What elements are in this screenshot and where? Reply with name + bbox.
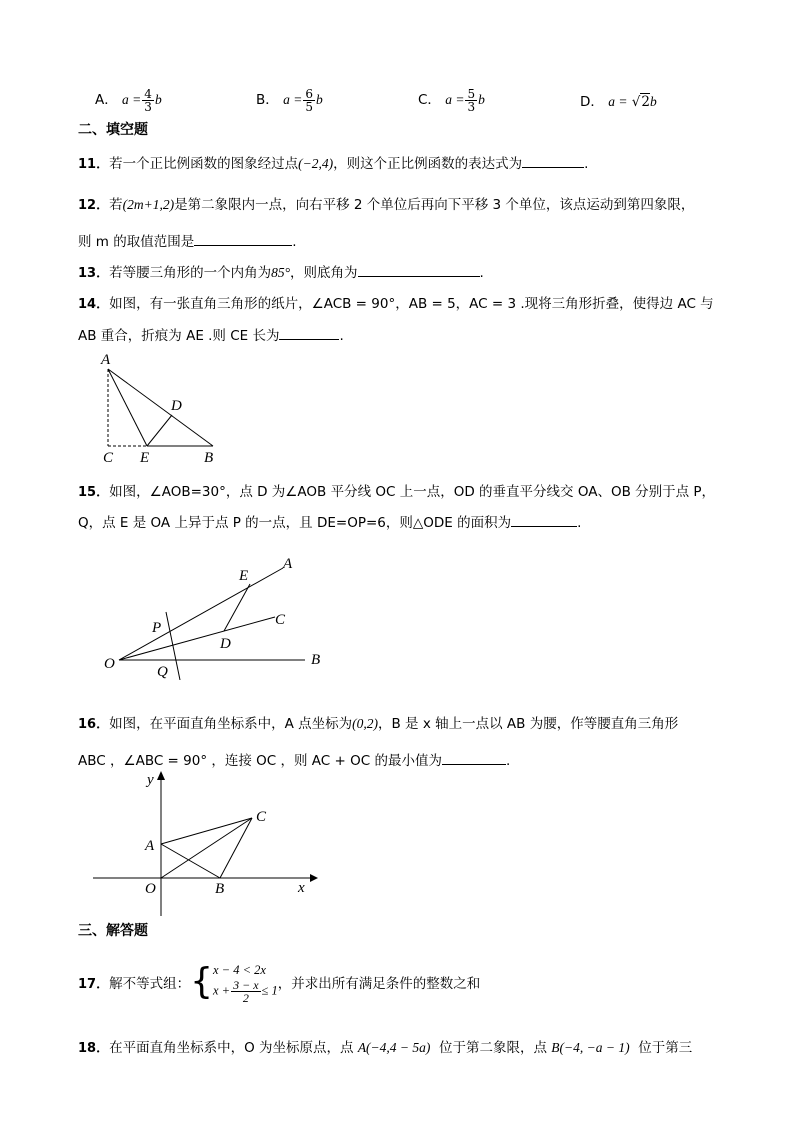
question-16-line2: ABC ，∠ABC = 90° ，连接 OC ，则 AC + OC 的最小值为 . (78, 749, 510, 769)
question-17: 17． 解不等式组： { x − 4 < 2x x + $\frac{3 - x}{2}$ ≤ 1 ，并求出所有满足条件的整数之和 (78, 961, 481, 1005)
label-c: C (256, 809, 267, 825)
option-c: C． a = $\frac{5}{3}$ b (418, 87, 485, 114)
label-d: D (171, 398, 182, 414)
option-b: B． a = $\frac{6}{5}$ b (256, 87, 323, 114)
figure-14-triangle (95, 348, 235, 468)
question-14: 14．如图，有一张直角三角形的纸片，∠ACB = 90°，AB = 5，AC = 3 .现将三角形折叠，使得边 AC 与 (78, 296, 714, 312)
question-16: 16．如图，在平面直角坐标系中，A 点坐标为(0,2)，B 是 x 轴上一点以 AB 为腰，作等腰直角三角形 (78, 716, 679, 732)
label-a: A (145, 838, 155, 854)
question-12: 12．若(2m+1,2)是第二象限内一点，向右平移 2 个单位后再向下平移 3 个单位，该点运动到第四象限， (78, 197, 695, 213)
figure-16-coordinate (90, 768, 320, 918)
label-p: P (152, 620, 162, 636)
label-o: O (145, 881, 156, 897)
label-c: C (103, 450, 114, 466)
label-b: B (311, 652, 321, 668)
question-15: 15．如图，∠AOB=30°，点 D 为∠AOB 平分线 OC 上一点，OD 的垂直平分线交 OA、OB 分别于点 P， (78, 484, 716, 500)
label-a: A (101, 352, 111, 368)
figure-15-angle (95, 550, 335, 680)
label-x: x (298, 880, 305, 896)
label-e: E (140, 450, 150, 466)
label-a: A (283, 556, 293, 572)
option-d: D． a = √2b (580, 94, 657, 110)
label-b: B (204, 450, 214, 466)
label-o: O (104, 656, 115, 672)
label-y: y (147, 772, 154, 788)
question-15-line2: Q，点 E 是 OA 上异于点 P 的一点，且 DE=OP=6，则△ODE 的面积为 . (78, 511, 581, 531)
section-heading-fill: 二、填空题 (78, 122, 148, 138)
label-b: B (215, 881, 225, 897)
label-e: E (239, 568, 249, 584)
option-a: A． a = $\frac{4}{3}$ b (95, 87, 162, 114)
label-c: C (275, 612, 286, 628)
question-12-line2: 则 m 的取值范围是 . (78, 230, 297, 250)
section-heading-solve: 三、解答题 (78, 923, 148, 939)
question-13: 13．若等腰三角形的一个内角为85°，则底角为 . (78, 261, 484, 281)
question-11: 11．若一个正比例函数的图象经过点(−2,4)，则这个正比例函数的表达式为 . (78, 152, 588, 172)
question-14-line2: AB 重合，折痕为 AE .则 CE 长为 . (78, 324, 344, 344)
label-q: Q (157, 664, 168, 680)
label-d: D (220, 636, 231, 652)
question-18: 18．在平面直角坐标系中，O 为坐标原点，点 A(−4,4 − 5a) 位于第二象限，点 B(−4, −a − 1) 位于第三 (78, 1040, 693, 1056)
y-axis-arrow-icon (157, 771, 165, 780)
x-axis-arrow-icon (310, 874, 318, 882)
